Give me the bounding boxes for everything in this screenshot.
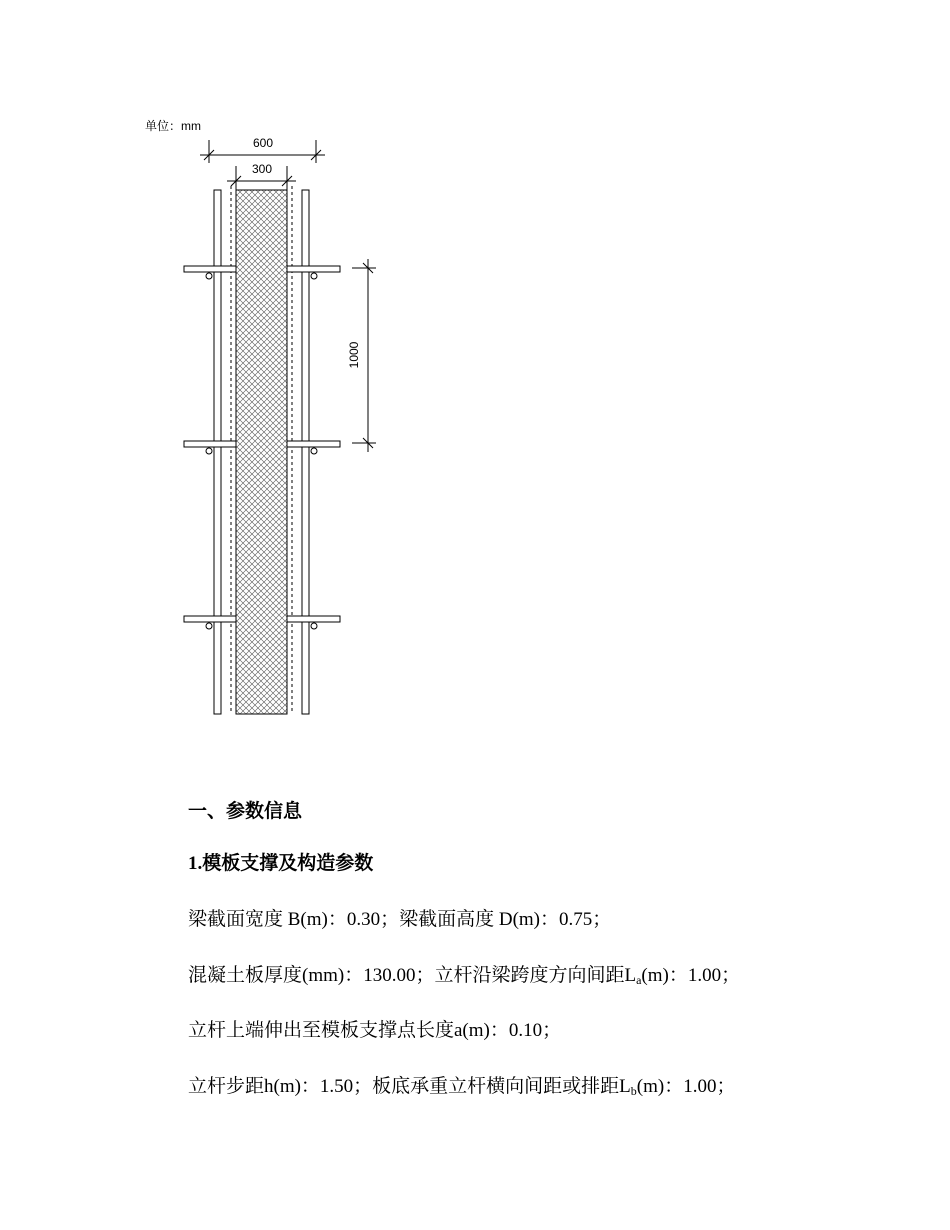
param-line-4 [188, 1071, 735, 1099]
param-line-4-suffix: (m)：1.00； [636, 1076, 736, 1097]
dim-beam-width-label: 300 [251, 162, 273, 176]
param-line-3: 立杆上端伸出至模板支撑点长度a(m)：0.10； [188, 1020, 562, 1041]
param-line-4-sub: b [630, 1084, 637, 1098]
param-line-2-suffix: (m)：1.00； [641, 965, 741, 986]
param-line-2-prefix: 混凝土板厚度(mm)：130.00；立杆沿梁跨度方向间距L [188, 965, 637, 986]
unit-label: 单位：mm [145, 119, 201, 133]
dim-total-width-label: 600 [252, 136, 274, 150]
param-line-2-sub: a [636, 973, 642, 987]
param-line-4-prefix: 立杆步距h(m)：1.50；板底承重立杆横向间距或排距L [188, 1076, 631, 1097]
subsection-title: 1.模板支撑及构造参数 [188, 853, 374, 874]
section-title: 一、参数信息 [188, 801, 303, 822]
beam-concrete [236, 190, 287, 714]
param-line-1: 梁截面宽度 B(m)：0.30；梁截面高度 D(m)：0.75； [188, 909, 612, 930]
param-line-2 [188, 960, 740, 988]
dim-spacing-label: 1000 [347, 341, 361, 369]
